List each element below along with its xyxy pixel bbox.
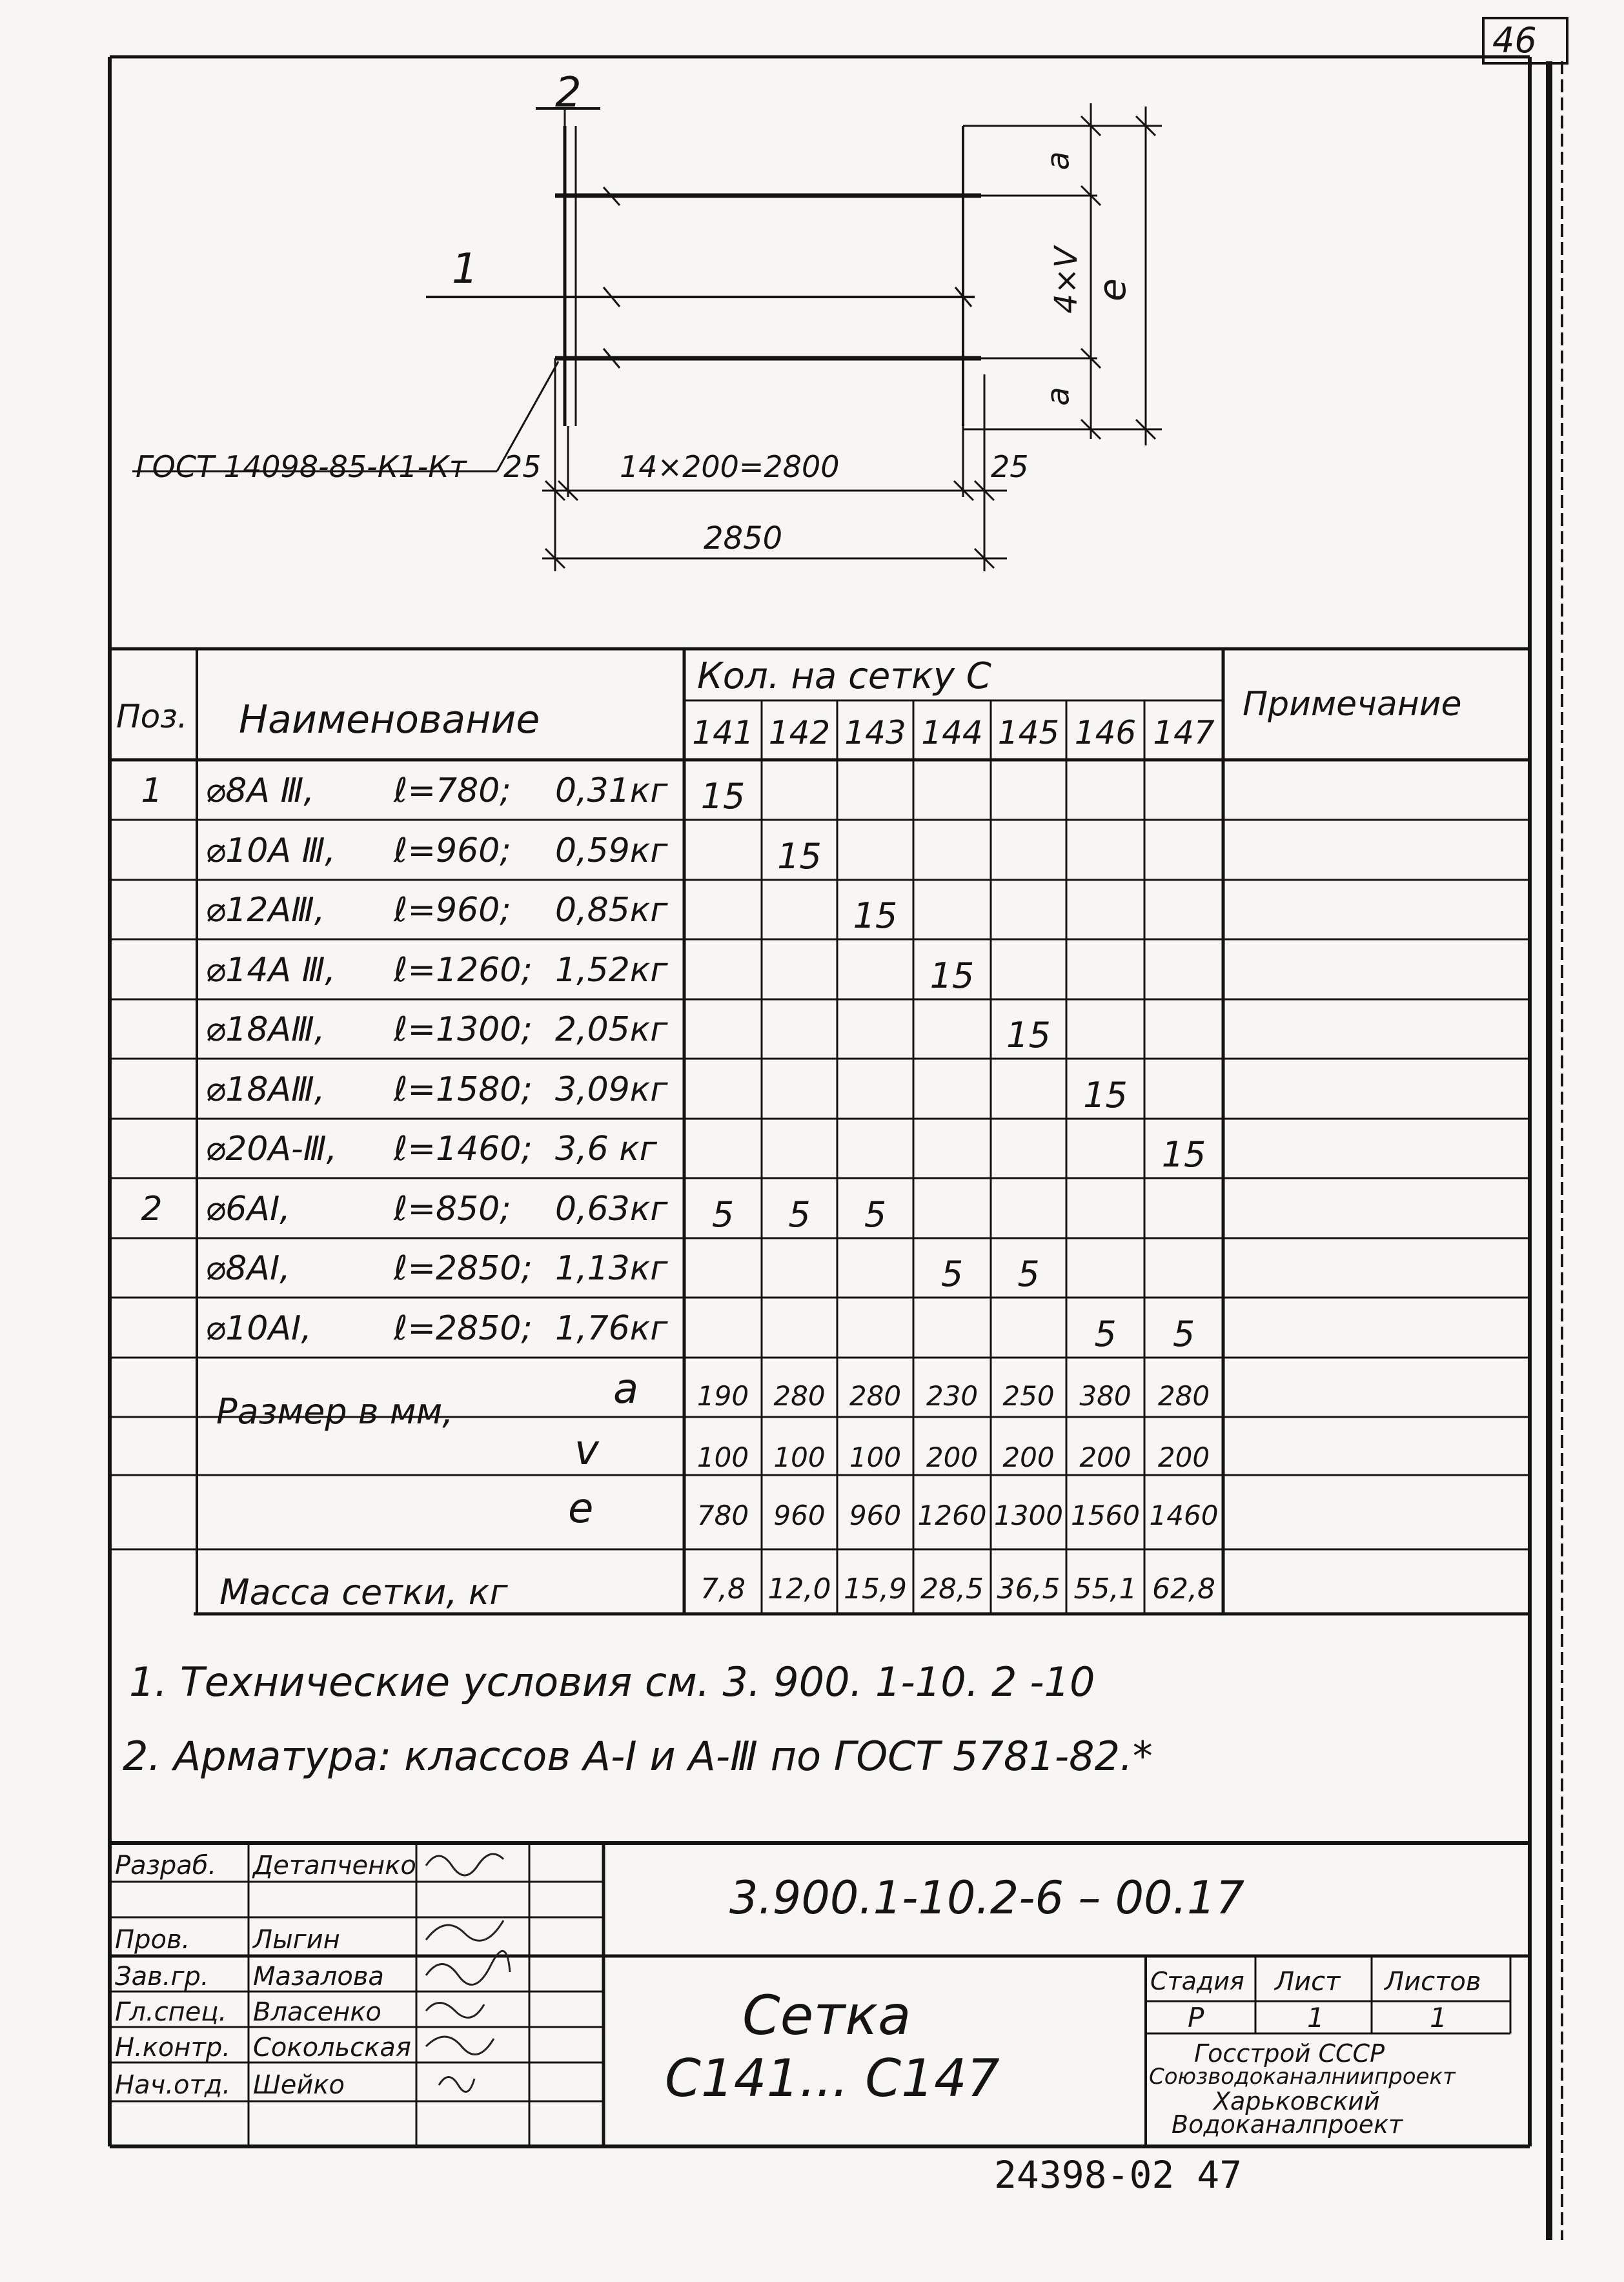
title-role: Зав.гр.	[115, 1962, 209, 1992]
title-role: Нач.отд.	[115, 2070, 231, 2100]
title-role: Гл.спец.	[115, 1997, 227, 2027]
row-position: 2	[141, 1189, 163, 1228]
row-quantity: 5	[940, 1254, 964, 1294]
row-unit-mass: 1,13кг	[555, 1249, 668, 1288]
column-header-position: Поз.	[116, 698, 188, 735]
title-name: Лыгин	[253, 1925, 340, 1955]
variant-header: 145	[997, 714, 1060, 751]
row-unit-mass: 0,59кг	[555, 831, 668, 870]
signatures	[426, 1854, 510, 2092]
column-header-note: Примечание	[1243, 685, 1462, 724]
row-diameter-class: ⌀18АⅢ,	[205, 1010, 325, 1049]
size-value: 1460	[1149, 1500, 1219, 1531]
mesh-mass-value: 7,8	[700, 1573, 746, 1605]
size-label: Размер в мм,	[216, 1391, 454, 1432]
org-line-4: Водоканалпроект	[1172, 2110, 1403, 2139]
stage-value: Р	[1188, 2002, 1204, 2033]
row-length: ℓ=2850;	[394, 1249, 533, 1288]
size-value: 960	[773, 1500, 826, 1531]
size-value: 280	[1157, 1380, 1210, 1412]
dimension-a-top: a	[1040, 151, 1077, 170]
title-name: Власенко	[253, 1997, 381, 2027]
variant-header: 146	[1074, 714, 1137, 751]
mesh-drawing	[132, 103, 1162, 571]
row-quantity: 5	[788, 1194, 811, 1235]
sheets-value: 1	[1430, 2002, 1447, 2033]
stage-label: Стадия	[1150, 1967, 1244, 1995]
size-parameter: a	[613, 1365, 639, 1413]
mass-label: Масса сетки, кг	[219, 1572, 508, 1613]
row-unit-mass: 3,6 кг	[555, 1130, 657, 1168]
archive-number: 24398-02 47	[994, 2153, 1243, 2197]
row-quantity: 15	[777, 835, 822, 877]
variant-header: 147	[1153, 714, 1215, 751]
row-quantity: 15	[853, 895, 898, 936]
dimension-spacing: 14×200=2800	[620, 449, 840, 484]
row-diameter-class: ⌀20А-Ⅲ,	[205, 1130, 338, 1168]
size-value: 200	[1157, 1442, 1210, 1473]
size-value: 100	[696, 1442, 749, 1473]
row-length: ℓ=1460;	[394, 1130, 533, 1168]
size-value: 1260	[917, 1500, 987, 1531]
size-value: 960	[849, 1500, 902, 1531]
row-quantity: 15	[700, 776, 746, 817]
variant-header: 144	[921, 714, 983, 751]
size-value: 280	[849, 1380, 902, 1412]
variant-header: 141	[692, 714, 754, 751]
row-diameter-class: ⌀8А Ⅲ,	[205, 771, 314, 810]
title-name: Детапченко	[253, 1851, 416, 1880]
mesh-mass-value: 12,0	[767, 1573, 831, 1605]
size-value: 1560	[1071, 1500, 1140, 1531]
column-header-quantity: Кол. на сетку С	[697, 655, 991, 697]
row-unit-mass: 0,85кг	[555, 891, 668, 930]
row-length: ℓ=2850;	[394, 1309, 533, 1348]
row-diameter-class: ⌀18АⅢ,	[205, 1070, 325, 1109]
title-role: Пров.	[115, 1925, 190, 1955]
mesh-mass-value: 55,1	[1073, 1573, 1137, 1605]
dimension-25-right: 25	[991, 449, 1029, 484]
title-name: Сокольская	[253, 2033, 411, 2063]
drawing-subtitle: С141... С147	[665, 2048, 1000, 2108]
title-name: Шейко	[253, 2070, 345, 2100]
row-length: ℓ=1580;	[394, 1070, 533, 1109]
row-quantity: 5	[1017, 1254, 1040, 1294]
row-unit-mass: 2,05кг	[555, 1010, 668, 1049]
row-position: 1	[141, 771, 163, 810]
org-line-1: Госстрой СССР	[1194, 2039, 1385, 2068]
row-length: ℓ=1260;	[394, 950, 533, 990]
title-role: Н.контр.	[115, 2033, 230, 2063]
row-quantity: 15	[1006, 1015, 1051, 1055]
size-parameter: e	[568, 1485, 594, 1533]
row-quantity: 5	[1094, 1313, 1117, 1354]
size-value: 280	[773, 1380, 826, 1412]
row-unit-mass: 0,63кг	[555, 1189, 668, 1228]
org-line-2: Союзводоканалниипроект	[1149, 2064, 1456, 2090]
title-role: Разраб.	[115, 1851, 217, 1880]
size-value: 780	[696, 1500, 749, 1531]
row-unit-mass: 1,52кг	[555, 950, 668, 990]
variant-header: 142	[768, 714, 831, 751]
sheet-label: Лист	[1275, 1967, 1341, 1997]
size-value: 100	[773, 1442, 826, 1473]
row-unit-mass: 1,76кг	[555, 1309, 668, 1348]
gost-reference-label: ГОСТ 14098-85-К1-Кт	[136, 449, 467, 484]
size-value: 100	[849, 1442, 902, 1473]
note-2: 2. Арматура: классов А-Ⅰ и А-Ⅲ по ГОСТ 5781-82.*	[123, 1733, 1153, 1780]
dimension-4v: 4×V	[1048, 247, 1084, 314]
row-length: ℓ=850;	[394, 1189, 511, 1228]
row-quantity: 5	[864, 1194, 887, 1235]
mesh-mass-value: 36,5	[997, 1573, 1061, 1605]
row-length: ℓ=960;	[394, 891, 511, 930]
row-diameter-class: ⌀14А Ⅲ,	[205, 950, 336, 990]
row-diameter-class: ⌀12АⅢ,	[205, 891, 325, 930]
mesh-mass-value: 62,8	[1152, 1573, 1215, 1605]
row-diameter-class: ⌀10АⅠ,	[205, 1309, 312, 1348]
sheet-value: 1	[1307, 2002, 1325, 2033]
position-1-label: 1	[452, 245, 478, 293]
dimension-25-left: 25	[503, 449, 542, 484]
size-value: 1300	[994, 1500, 1063, 1531]
row-length: ℓ=780;	[394, 771, 511, 810]
org-line-3: Харьковский	[1213, 2087, 1380, 2115]
dimension-e: e	[1090, 278, 1134, 301]
column-header-name: Наименование	[239, 697, 540, 742]
size-value: 380	[1079, 1380, 1132, 1412]
mesh-mass-value: 15,9	[844, 1573, 907, 1605]
row-unit-mass: 3,09кг	[555, 1070, 668, 1109]
row-diameter-class: ⌀10А Ⅲ,	[205, 831, 336, 870]
sheet-number: 46	[1492, 20, 1537, 61]
size-value: 200	[1002, 1442, 1055, 1473]
row-length: ℓ=960;	[394, 831, 511, 870]
size-value: 250	[1002, 1380, 1055, 1412]
dimension-total: 2850	[704, 520, 783, 556]
size-value: 200	[926, 1442, 979, 1473]
size-parameter: v	[574, 1427, 599, 1474]
dimension-a-bottom: a	[1040, 387, 1077, 406]
row-quantity: 15	[1083, 1074, 1128, 1116]
size-value: 200	[1079, 1442, 1132, 1473]
drawing-title: Сетка	[742, 1984, 911, 2047]
row-diameter-class: ⌀8АⅠ,	[205, 1249, 290, 1288]
row-quantity: 5	[711, 1194, 735, 1235]
row-quantity: 15	[929, 955, 975, 996]
mesh-mass-value: 28,5	[920, 1573, 984, 1605]
row-length: ℓ=1300;	[394, 1010, 533, 1049]
size-value: 190	[696, 1380, 749, 1412]
note-1: 1. Технические условия см. 3. 900. 1-10. 2 -10	[129, 1658, 1095, 1706]
variant-header: 143	[844, 714, 906, 751]
row-quantity: 15	[1161, 1134, 1206, 1175]
row-quantity: 5	[1172, 1313, 1195, 1354]
document-code: 3.900.1-10.2-6 – 00.17	[729, 1871, 1244, 1924]
title-name: Мазалова	[253, 1962, 384, 1992]
sheets-label: Листов	[1385, 1967, 1481, 1997]
row-unit-mass: 0,31кг	[555, 771, 668, 810]
position-2-label: 2	[555, 69, 582, 117]
row-diameter-class: ⌀6АⅠ,	[205, 1189, 290, 1228]
size-value: 230	[926, 1380, 979, 1412]
